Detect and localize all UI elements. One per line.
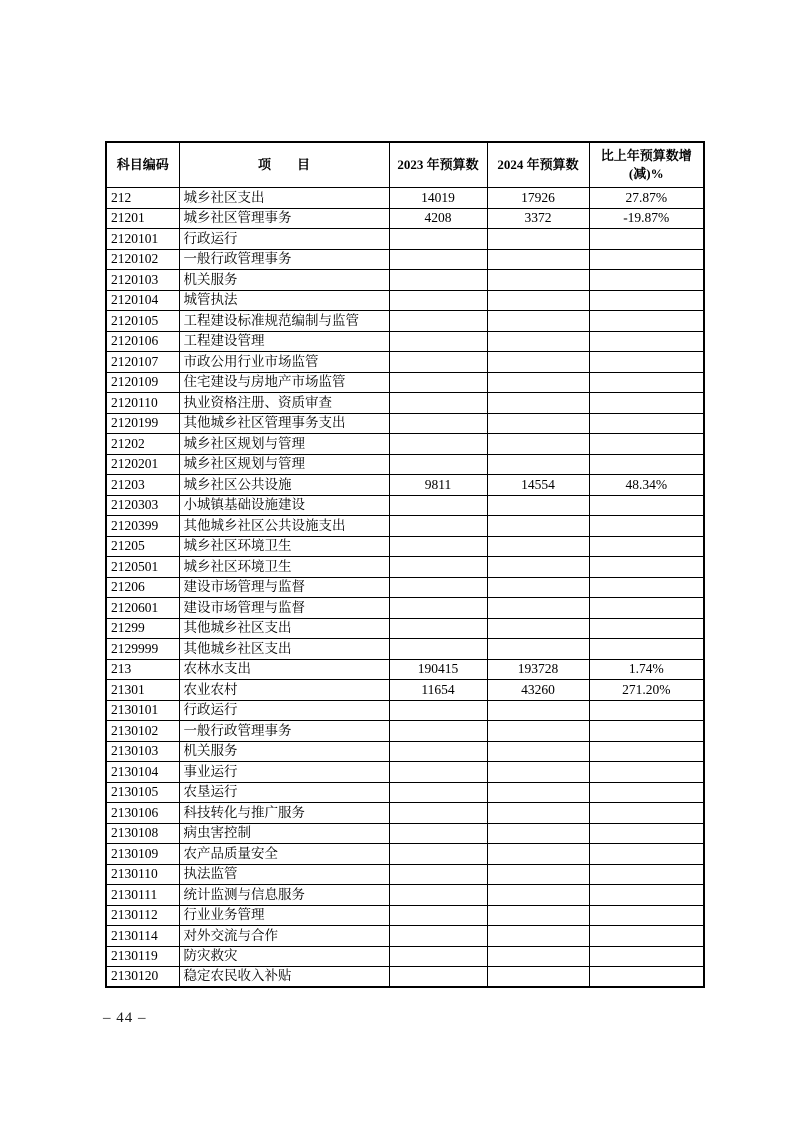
cell-subject-code: 2120199 <box>106 413 179 434</box>
cell-2024-budget <box>487 721 589 742</box>
cell-2023-budget <box>389 885 487 906</box>
cell-change-percent <box>589 434 704 455</box>
cell-subject-code: 2130120 <box>106 967 179 988</box>
cell-change-percent <box>589 331 704 352</box>
cell-item-name: 城乡社区环境卫生 <box>179 536 389 557</box>
cell-2023-budget <box>389 434 487 455</box>
cell-2023-budget <box>389 372 487 393</box>
page-number: – 44 – <box>103 1010 147 1026</box>
table-row <box>106 700 704 721</box>
cell-2023-budget <box>389 577 487 598</box>
cell-2024-budget <box>487 864 589 885</box>
cell-item-name: 城乡社区规划与管理 <box>179 434 389 455</box>
cell-subject-code: 2120109 <box>106 372 179 393</box>
cell-2023-budget <box>389 557 487 578</box>
cell-subject-code: 2129999 <box>106 639 179 660</box>
cell-change-percent <box>589 782 704 803</box>
cell-2023-budget <box>389 413 487 434</box>
cell-item-name: 防灾救灾 <box>179 946 389 967</box>
cell-2023-budget <box>389 495 487 516</box>
cell-2023-budget <box>389 270 487 291</box>
cell-2024-budget: 14554 <box>487 475 589 496</box>
col-header-subject-code: 科目编码 <box>106 142 179 188</box>
table-row <box>106 864 704 885</box>
cell-change-percent <box>589 844 704 865</box>
cell-change-percent <box>589 249 704 270</box>
table-row <box>106 393 704 414</box>
table-row <box>106 803 704 824</box>
table-row <box>106 967 704 988</box>
cell-item-name: 城乡社区规划与管理 <box>179 454 389 475</box>
cell-subject-code: 21206 <box>106 577 179 598</box>
cell-2024-budget <box>487 290 589 311</box>
cell-item-name: 小城镇基础设施建设 <box>179 495 389 516</box>
cell-subject-code: 2130105 <box>106 782 179 803</box>
table-row <box>106 762 704 783</box>
cell-change-percent <box>589 946 704 967</box>
cell-2023-budget <box>389 331 487 352</box>
cell-2024-budget <box>487 782 589 803</box>
cell-subject-code: 21301 <box>106 680 179 701</box>
cell-2024-budget <box>487 352 589 373</box>
cell-2024-budget <box>487 229 589 250</box>
cell-2024-budget <box>487 311 589 332</box>
cell-item-name: 行业业务管理 <box>179 905 389 926</box>
table-row <box>106 434 704 455</box>
cell-subject-code: 2120399 <box>106 516 179 537</box>
table-row <box>106 844 704 865</box>
cell-2023-budget <box>389 700 487 721</box>
cell-item-name: 农林水支出 <box>179 659 389 680</box>
table-row <box>106 270 704 291</box>
cell-2023-budget <box>389 618 487 639</box>
cell-2023-budget: 11654 <box>389 680 487 701</box>
cell-item-name: 机关服务 <box>179 741 389 762</box>
table-row <box>106 680 704 701</box>
cell-subject-code: 2130110 <box>106 864 179 885</box>
cell-2023-budget <box>389 741 487 762</box>
cell-change-percent <box>589 926 704 947</box>
cell-subject-code: 2120101 <box>106 229 179 250</box>
cell-2023-budget <box>389 290 487 311</box>
cell-2023-budget <box>389 803 487 824</box>
cell-2024-budget <box>487 905 589 926</box>
table-row <box>106 229 704 250</box>
cell-2023-budget: 9811 <box>389 475 487 496</box>
cell-subject-code: 2120104 <box>106 290 179 311</box>
cell-2024-budget <box>487 967 589 988</box>
table-header-row <box>106 142 704 188</box>
cell-2024-budget <box>487 557 589 578</box>
table-row <box>106 557 704 578</box>
cell-item-name: 机关服务 <box>179 270 389 291</box>
cell-change-percent <box>589 454 704 475</box>
cell-item-name: 科技转化与推广服务 <box>179 803 389 824</box>
cell-2024-budget <box>487 372 589 393</box>
table-row <box>106 536 704 557</box>
cell-change-percent <box>589 885 704 906</box>
cell-2024-budget: 3372 <box>487 208 589 229</box>
cell-subject-code: 21299 <box>106 618 179 639</box>
cell-2024-budget <box>487 434 589 455</box>
cell-change-percent <box>589 536 704 557</box>
cell-subject-code: 2130114 <box>106 926 179 947</box>
cell-2024-budget <box>487 803 589 824</box>
cell-2023-budget <box>389 905 487 926</box>
cell-change-percent <box>589 270 704 291</box>
cell-change-percent <box>589 393 704 414</box>
budget-table <box>105 141 705 988</box>
table-row <box>106 823 704 844</box>
cell-subject-code: 2130101 <box>106 700 179 721</box>
cell-2024-budget: 193728 <box>487 659 589 680</box>
col-header-item: 项 目 <box>179 142 389 188</box>
cell-2023-budget <box>389 516 487 537</box>
cell-item-name: 执法监管 <box>179 864 389 885</box>
cell-subject-code: 21203 <box>106 475 179 496</box>
cell-2024-budget <box>487 393 589 414</box>
cell-subject-code: 2120501 <box>106 557 179 578</box>
cell-subject-code: 2120107 <box>106 352 179 373</box>
table-row <box>106 659 704 680</box>
cell-2024-budget <box>487 618 589 639</box>
table-row <box>106 741 704 762</box>
table-row <box>106 290 704 311</box>
cell-item-name: 工程建设管理 <box>179 331 389 352</box>
cell-subject-code: 21202 <box>106 434 179 455</box>
cell-2023-budget <box>389 844 487 865</box>
cell-2024-budget <box>487 577 589 598</box>
cell-2024-budget <box>487 413 589 434</box>
cell-2024-budget <box>487 885 589 906</box>
cell-change-percent <box>589 762 704 783</box>
cell-2023-budget <box>389 249 487 270</box>
cell-2024-budget <box>487 516 589 537</box>
cell-2024-budget <box>487 762 589 783</box>
cell-item-name: 城乡社区环境卫生 <box>179 557 389 578</box>
cell-item-name: 建设市场管理与监督 <box>179 577 389 598</box>
cell-item-name: 市政公用行业市场监管 <box>179 352 389 373</box>
cell-change-percent: 1.74% <box>589 659 704 680</box>
cell-item-name: 其他城乡社区支出 <box>179 639 389 660</box>
cell-item-name: 农业农村 <box>179 680 389 701</box>
table-row <box>106 926 704 947</box>
cell-subject-code: 2120105 <box>106 311 179 332</box>
cell-subject-code: 2120106 <box>106 331 179 352</box>
table-row <box>106 188 704 209</box>
cell-2023-budget <box>389 454 487 475</box>
col-header-change-line1: 比上年预算数增 <box>600 148 692 164</box>
cell-change-percent <box>589 372 704 393</box>
table-row <box>106 331 704 352</box>
cell-2024-budget <box>487 331 589 352</box>
col-header-change-line2: (减)% <box>628 166 664 181</box>
cell-subject-code: 2120303 <box>106 495 179 516</box>
table-row <box>106 946 704 967</box>
cell-change-percent <box>589 413 704 434</box>
cell-item-name: 行政运行 <box>179 700 389 721</box>
table-row <box>106 516 704 537</box>
cell-2024-budget <box>487 495 589 516</box>
table-row <box>106 249 704 270</box>
table-row <box>106 639 704 660</box>
cell-change-percent <box>589 290 704 311</box>
cell-2024-budget <box>487 844 589 865</box>
cell-change-percent <box>589 741 704 762</box>
cell-item-name: 一般行政管理事务 <box>179 721 389 742</box>
cell-subject-code: 2130103 <box>106 741 179 762</box>
cell-2023-budget <box>389 352 487 373</box>
cell-subject-code: 2130111 <box>106 885 179 906</box>
cell-2024-budget <box>487 598 589 619</box>
cell-change-percent <box>589 803 704 824</box>
cell-change-percent <box>589 967 704 988</box>
cell-2024-budget <box>487 639 589 660</box>
cell-change-percent <box>589 352 704 373</box>
cell-subject-code: 2130109 <box>106 844 179 865</box>
cell-2023-budget <box>389 536 487 557</box>
cell-item-name: 统计监测与信息服务 <box>179 885 389 906</box>
cell-change-percent <box>589 229 704 250</box>
cell-change-percent: 271.20% <box>589 680 704 701</box>
col-header-2024-budget: 2024 年预算数 <box>487 142 589 188</box>
cell-change-percent <box>589 639 704 660</box>
cell-item-name: 城管执法 <box>179 290 389 311</box>
table-row <box>106 208 704 229</box>
cell-item-name: 住宅建设与房地产市场监管 <box>179 372 389 393</box>
table-row <box>106 352 704 373</box>
cell-change-percent <box>589 864 704 885</box>
cell-change-percent: -19.87% <box>589 208 704 229</box>
cell-subject-code: 213 <box>106 659 179 680</box>
table-row <box>106 372 704 393</box>
cell-change-percent <box>589 311 704 332</box>
cell-2024-budget <box>487 741 589 762</box>
cell-item-name: 建设市场管理与监督 <box>179 598 389 619</box>
cell-2024-budget <box>487 270 589 291</box>
cell-2023-budget <box>389 823 487 844</box>
cell-change-percent <box>589 721 704 742</box>
cell-change-percent <box>589 905 704 926</box>
col-header-change-percent <box>589 142 704 188</box>
cell-2024-budget: 43260 <box>487 680 589 701</box>
cell-item-name: 事业运行 <box>179 762 389 783</box>
table-row <box>106 905 704 926</box>
cell-2023-budget <box>389 393 487 414</box>
cell-item-name: 病虫害控制 <box>179 823 389 844</box>
cell-2024-budget: 17926 <box>487 188 589 209</box>
cell-subject-code: 2120601 <box>106 598 179 619</box>
cell-change-percent <box>589 618 704 639</box>
cell-item-name: 其他城乡社区管理事务支出 <box>179 413 389 434</box>
cell-2024-budget <box>487 536 589 557</box>
table-row <box>106 454 704 475</box>
cell-subject-code: 2120103 <box>106 270 179 291</box>
cell-subject-code: 2120201 <box>106 454 179 475</box>
cell-2023-budget <box>389 598 487 619</box>
cell-subject-code: 2130112 <box>106 905 179 926</box>
cell-2023-budget: 190415 <box>389 659 487 680</box>
cell-item-name: 农产品质量安全 <box>179 844 389 865</box>
cell-item-name: 一般行政管理事务 <box>179 249 389 270</box>
table-row <box>106 577 704 598</box>
cell-item-name: 城乡社区管理事务 <box>179 208 389 229</box>
cell-item-name: 农垦运行 <box>179 782 389 803</box>
cell-2024-budget <box>487 700 589 721</box>
table-row <box>106 475 704 496</box>
cell-change-percent <box>589 700 704 721</box>
cell-subject-code: 2130102 <box>106 721 179 742</box>
cell-change-percent <box>589 577 704 598</box>
cell-2023-budget <box>389 639 487 660</box>
cell-change-percent <box>589 557 704 578</box>
cell-2024-budget <box>487 926 589 947</box>
cell-2023-budget <box>389 967 487 988</box>
table-row <box>106 618 704 639</box>
cell-2024-budget <box>487 249 589 270</box>
cell-change-percent <box>589 495 704 516</box>
cell-item-name: 执业资格注册、资质审查 <box>179 393 389 414</box>
table-row <box>106 495 704 516</box>
cell-change-percent: 27.87% <box>589 188 704 209</box>
cell-item-name: 行政运行 <box>179 229 389 250</box>
cell-change-percent: 48.34% <box>589 475 704 496</box>
table-row <box>106 598 704 619</box>
cell-change-percent <box>589 516 704 537</box>
cell-item-name: 对外交流与合作 <box>179 926 389 947</box>
table-row <box>106 885 704 906</box>
cell-subject-code: 2130104 <box>106 762 179 783</box>
cell-2023-budget <box>389 762 487 783</box>
cell-item-name: 其他城乡社区公共设施支出 <box>179 516 389 537</box>
cell-item-name: 其他城乡社区支出 <box>179 618 389 639</box>
cell-2024-budget <box>487 946 589 967</box>
cell-item-name: 稳定农民收入补贴 <box>179 967 389 988</box>
cell-subject-code: 2120102 <box>106 249 179 270</box>
cell-subject-code: 2120110 <box>106 393 179 414</box>
cell-change-percent <box>589 598 704 619</box>
col-header-2023-budget: 2023 年预算数 <box>389 142 487 188</box>
cell-2024-budget <box>487 454 589 475</box>
cell-subject-code: 2130106 <box>106 803 179 824</box>
table-row <box>106 721 704 742</box>
cell-item-name: 工程建设标准规范编制与监管 <box>179 311 389 332</box>
cell-subject-code: 2130108 <box>106 823 179 844</box>
table-row <box>106 413 704 434</box>
cell-subject-code: 2130119 <box>106 946 179 967</box>
cell-change-percent <box>589 823 704 844</box>
table-row <box>106 311 704 332</box>
cell-2023-budget <box>389 229 487 250</box>
table-row <box>106 782 704 803</box>
cell-subject-code: 21201 <box>106 208 179 229</box>
cell-item-name: 城乡社区公共设施 <box>179 475 389 496</box>
cell-item-name: 城乡社区支出 <box>179 188 389 209</box>
cell-2023-budget <box>389 946 487 967</box>
cell-subject-code: 21205 <box>106 536 179 557</box>
cell-2024-budget <box>487 823 589 844</box>
cell-subject-code: 212 <box>106 188 179 209</box>
cell-2023-budget: 4208 <box>389 208 487 229</box>
cell-2023-budget <box>389 782 487 803</box>
cell-2023-budget <box>389 311 487 332</box>
cell-2023-budget <box>389 864 487 885</box>
cell-2023-budget: 14019 <box>389 188 487 209</box>
cell-2023-budget <box>389 721 487 742</box>
cell-2023-budget <box>389 926 487 947</box>
